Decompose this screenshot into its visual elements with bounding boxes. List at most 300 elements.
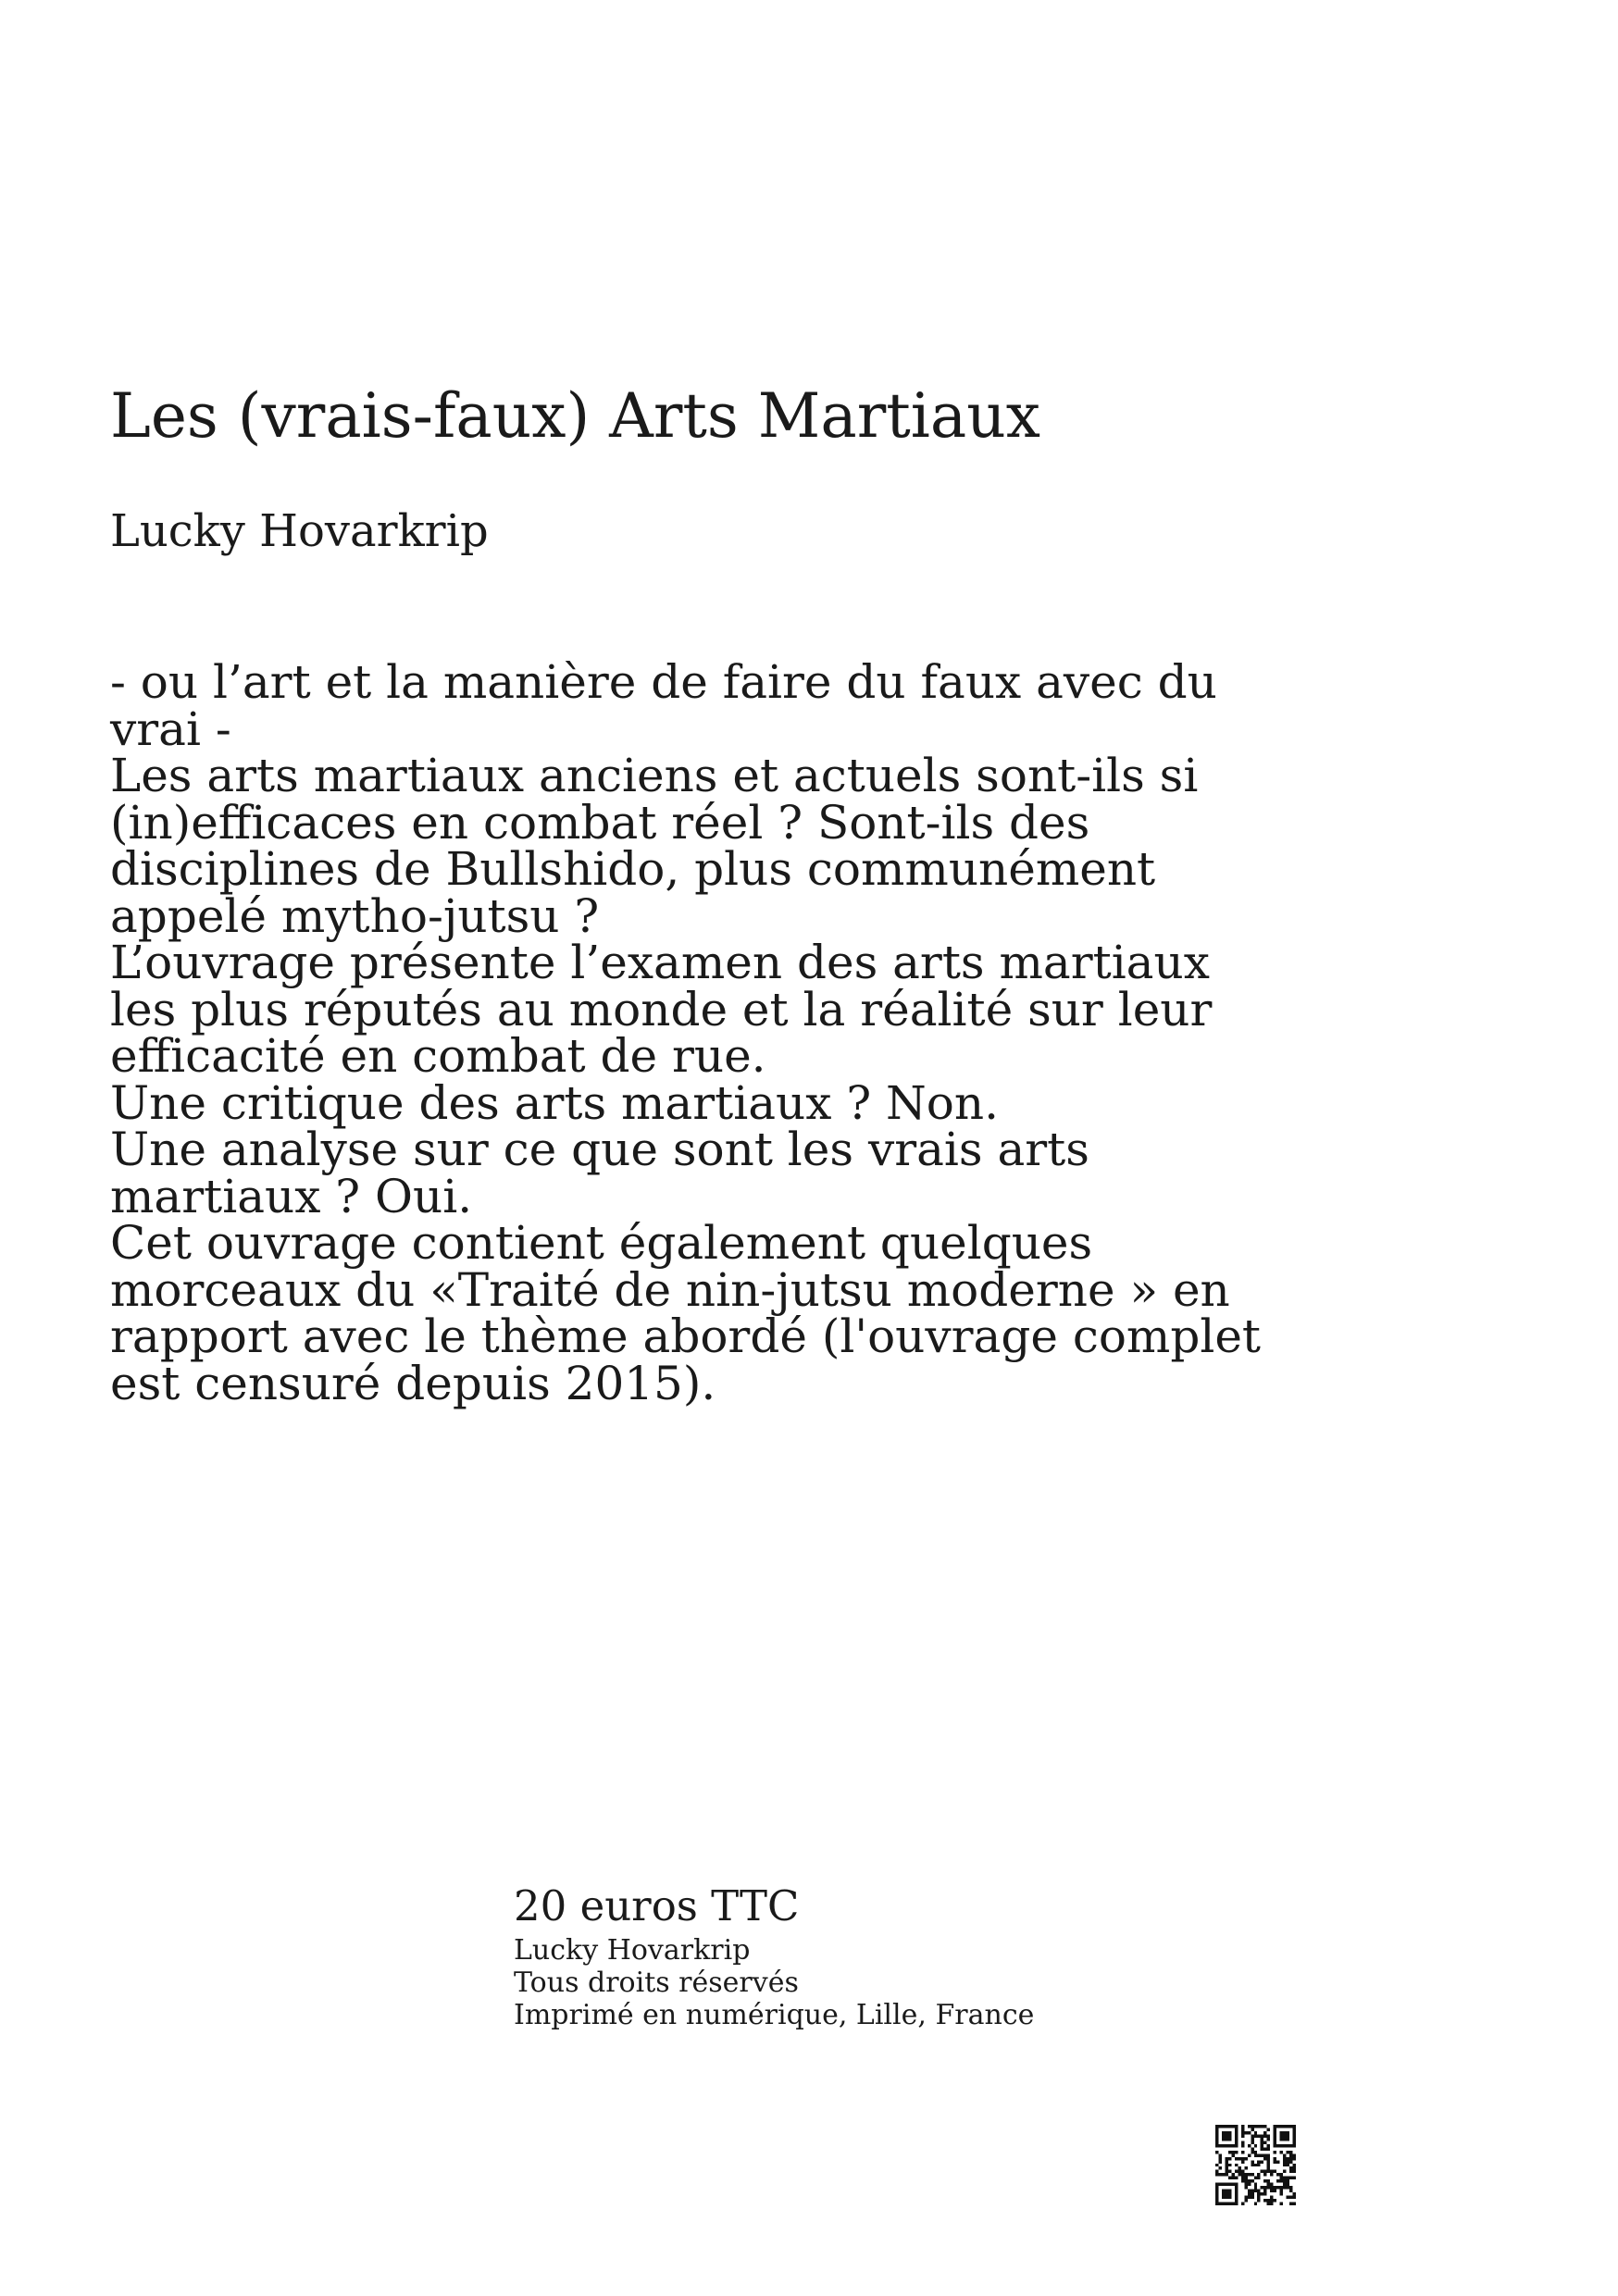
- qr-module: [1241, 2141, 1244, 2143]
- qr-module: [1263, 2173, 1266, 2176]
- qr-module: [1289, 2125, 1292, 2128]
- qr-module: [1293, 2131, 1296, 2134]
- qr-module: [1235, 2196, 1238, 2199]
- qr-module: [1241, 2151, 1244, 2153]
- qr-module: [1235, 2164, 1238, 2166]
- qr-module: [1222, 2192, 1225, 2195]
- qr-module: [1238, 2157, 1240, 2160]
- qr-module: [1287, 2134, 1289, 2137]
- qr-module: [1241, 2131, 1244, 2134]
- qr-module: [1283, 2125, 1286, 2128]
- qr-module: [1257, 2160, 1260, 2163]
- qr-module: [1248, 2153, 1251, 2156]
- qr-module: [1283, 2183, 1286, 2186]
- qr-module: [1228, 2157, 1231, 2160]
- qr-module: [1267, 2138, 1270, 2141]
- qr-module: [1267, 2183, 1270, 2186]
- qr-module: [1235, 2141, 1238, 2143]
- qr-module: [1261, 2125, 1263, 2128]
- qr-module: [1215, 2164, 1218, 2166]
- qr-module: [1267, 2147, 1270, 2150]
- qr-module: [1263, 2141, 1266, 2143]
- qr-module: [1225, 2144, 1227, 2147]
- qr-module: [1235, 2131, 1238, 2134]
- qr-module: [1287, 2125, 1289, 2128]
- qr-module: [1280, 2177, 1283, 2179]
- qr-module: [1287, 2157, 1289, 2160]
- qr-module: [1254, 2134, 1257, 2137]
- qr-module: [1283, 2134, 1286, 2137]
- qr-module: [1248, 2125, 1251, 2128]
- qr-module: [1231, 2151, 1234, 2153]
- qr-module: [1280, 2151, 1283, 2153]
- qr-module: [1248, 2173, 1251, 2176]
- qr-module: [1270, 2199, 1273, 2202]
- qr-module: [1215, 2186, 1218, 2189]
- qr-module: [1283, 2131, 1286, 2134]
- qr-module: [1215, 2134, 1218, 2137]
- qr-module: [1287, 2151, 1289, 2153]
- qr-module: [1218, 2203, 1221, 2205]
- qr-module: [1293, 2157, 1296, 2160]
- qr-module: [1244, 2199, 1247, 2202]
- qr-module: [1261, 2192, 1263, 2195]
- qr-module: [1244, 2173, 1247, 2176]
- qr-module: [1289, 2166, 1292, 2169]
- qr-module: [1235, 2125, 1238, 2128]
- qr-module: [1293, 2203, 1296, 2205]
- qr-module: [1215, 2192, 1218, 2195]
- qr-module: [1231, 2177, 1234, 2179]
- qr-module: [1225, 2173, 1227, 2176]
- qr-module: [1228, 2125, 1231, 2128]
- qr-module: [1251, 2190, 1253, 2192]
- qr-module: [1293, 2196, 1296, 2199]
- qr-module: [1270, 2183, 1273, 2186]
- qr-module: [1263, 2125, 1266, 2128]
- qr-module: [1267, 2186, 1270, 2189]
- qr-module: [1222, 2144, 1225, 2147]
- qr-module: [1263, 2186, 1266, 2189]
- book-title: Les (vrais-faux) Arts Martiaux: [110, 380, 1040, 452]
- qr-module: [1293, 2166, 1296, 2169]
- qr-module: [1283, 2164, 1286, 2166]
- qr-module: [1244, 2196, 1247, 2199]
- qr-module: [1280, 2173, 1283, 2176]
- qr-module: [1254, 2190, 1257, 2192]
- qr-module: [1222, 2131, 1225, 2134]
- qr-module: [1280, 2190, 1283, 2192]
- qr-module: [1283, 2157, 1286, 2160]
- qr-module: [1289, 2144, 1292, 2147]
- qr-module: [1257, 2173, 1260, 2176]
- qr-module: [1263, 2170, 1266, 2173]
- qr-module: [1283, 2186, 1286, 2189]
- qr-module: [1235, 2177, 1238, 2179]
- qr-module: [1244, 2183, 1247, 2186]
- qr-module: [1283, 2179, 1286, 2182]
- qr-module: [1274, 2199, 1276, 2202]
- qr-module: [1215, 2141, 1218, 2143]
- qr-module: [1267, 2153, 1270, 2156]
- qr-module: [1251, 2138, 1253, 2141]
- qr-module: [1267, 2199, 1270, 2202]
- qr-module: [1254, 2177, 1257, 2179]
- qr-module: [1261, 2147, 1263, 2150]
- qr-module: [1289, 2177, 1292, 2179]
- qr-module: [1270, 2203, 1273, 2205]
- qr-module: [1244, 2157, 1247, 2160]
- qr-module: [1254, 2186, 1257, 2189]
- qr-module: [1235, 2192, 1238, 2195]
- qr-module: [1254, 2131, 1257, 2134]
- qr-module: [1293, 2144, 1296, 2147]
- qr-module: [1244, 2131, 1247, 2134]
- qr-module: [1293, 2170, 1296, 2173]
- qr-module: [1241, 2173, 1244, 2176]
- qr-module: [1244, 2177, 1247, 2179]
- qr-module: [1218, 2157, 1221, 2160]
- qr-module: [1287, 2138, 1289, 2141]
- qr-module: [1251, 2179, 1253, 2182]
- qr-module: [1293, 2164, 1296, 2166]
- qr-module: [1267, 2157, 1270, 2160]
- qr-module: [1263, 2157, 1266, 2160]
- qr-module: [1215, 2199, 1218, 2202]
- qr-module: [1276, 2125, 1279, 2128]
- qr-module: [1215, 2196, 1218, 2199]
- qr-module: [1274, 2128, 1276, 2130]
- qr-module: [1263, 2192, 1266, 2195]
- qr-module: [1254, 2125, 1257, 2128]
- qr-module: [1267, 2134, 1270, 2137]
- qr-module: [1222, 2138, 1225, 2141]
- qr-module: [1251, 2160, 1253, 2163]
- qr-module: [1289, 2170, 1292, 2173]
- qr-module: [1215, 2151, 1218, 2153]
- qr-module: [1287, 2186, 1289, 2189]
- qr-module: [1261, 2160, 1263, 2163]
- qr-module: [1274, 2131, 1276, 2134]
- qr-module: [1218, 2166, 1221, 2169]
- qr-module: [1274, 2151, 1276, 2153]
- blurb-paragraph: Cet ouvrage contient également quelques morceaux du «Traité de nin-jutsu moderne » en rapport avec le thème abordé (l'ouvrage complet est censuré depuis 2015).: [110, 1216, 1262, 1410]
- qr-module: [1225, 2203, 1227, 2205]
- qr-module: [1235, 2190, 1238, 2192]
- qr-module: [1251, 2134, 1253, 2137]
- qr-module: [1222, 2134, 1225, 2137]
- qr-code-graphic: [1215, 2125, 1296, 2205]
- qr-module: [1293, 2125, 1296, 2128]
- blurb-paragraph: Les arts martiaux anciens et actuels sont-ils si (in)efficaces en combat réel ? Sont-ils des disciplines de Bullshido, plus communément appelé mytho-jutsu ?: [110, 749, 1199, 943]
- qr-module: [1287, 2196, 1289, 2199]
- qr-module: [1251, 2141, 1253, 2143]
- qr-module: [1287, 2144, 1289, 2147]
- qr-module: [1257, 2153, 1260, 2156]
- qr-module: [1235, 2151, 1238, 2153]
- qr-module: [1218, 2183, 1221, 2186]
- qr-module: [1293, 2141, 1296, 2143]
- qr-module: [1261, 2141, 1263, 2143]
- qr-module: [1257, 2164, 1260, 2166]
- qr-module: [1225, 2170, 1227, 2173]
- qr-module: [1235, 2186, 1238, 2189]
- qr-module: [1280, 2131, 1283, 2134]
- qr-module: [1241, 2177, 1244, 2179]
- qr-module: [1218, 2153, 1221, 2156]
- qr-module: [1228, 2131, 1231, 2134]
- qr-module: [1263, 2199, 1266, 2202]
- qr-module: [1280, 2186, 1283, 2189]
- qr-module: [1235, 2144, 1238, 2147]
- qr-module: [1241, 2179, 1244, 2182]
- qr-module: [1289, 2160, 1292, 2163]
- qr-code-icon: [1215, 2125, 1296, 2205]
- qr-module: [1270, 2170, 1273, 2173]
- qr-module: [1287, 2131, 1289, 2134]
- qr-module: [1261, 2186, 1263, 2189]
- qr-module: [1270, 2186, 1273, 2189]
- qr-module: [1276, 2173, 1279, 2176]
- qr-module: [1235, 2157, 1238, 2160]
- qr-module: [1274, 2125, 1276, 2128]
- qr-module: [1274, 2138, 1276, 2141]
- qr-module: [1215, 2183, 1218, 2186]
- qr-module: [1276, 2144, 1279, 2147]
- qr-module: [1251, 2164, 1253, 2166]
- qr-module: [1215, 2125, 1218, 2128]
- qr-module: [1267, 2170, 1270, 2173]
- qr-module: [1225, 2196, 1227, 2199]
- qr-module: [1280, 2138, 1283, 2141]
- qr-module: [1280, 2192, 1283, 2195]
- qr-module: [1263, 2134, 1266, 2137]
- qr-module: [1289, 2157, 1292, 2160]
- qr-module: [1274, 2186, 1276, 2189]
- qr-module: [1231, 2183, 1234, 2186]
- qr-module: [1215, 2131, 1218, 2134]
- qr-module: [1280, 2144, 1283, 2147]
- qr-module: [1270, 2173, 1273, 2176]
- qr-module: [1263, 2190, 1266, 2192]
- qr-module: [1244, 2166, 1247, 2169]
- qr-module: [1280, 2203, 1283, 2205]
- qr-module: [1241, 2157, 1244, 2160]
- qr-module: [1293, 2153, 1296, 2156]
- qr-module: [1248, 2144, 1251, 2147]
- qr-module: [1241, 2128, 1244, 2130]
- qr-module: [1248, 2131, 1251, 2134]
- publisher-name: Lucky Hovarkrip: [514, 1934, 751, 1967]
- qr-module: [1274, 2134, 1276, 2137]
- qr-module: [1235, 2203, 1238, 2205]
- qr-module: [1283, 2138, 1286, 2141]
- qr-module: [1231, 2203, 1234, 2205]
- qr-module: [1251, 2128, 1253, 2130]
- blurb-subtitle: - ou l’art et la manière de faire du faux avec du vrai -: [110, 655, 1217, 756]
- qr-module: [1241, 2160, 1244, 2163]
- qr-module: [1228, 2134, 1231, 2137]
- qr-module: [1263, 2179, 1266, 2182]
- qr-module: [1274, 2144, 1276, 2147]
- qr-module: [1248, 2190, 1251, 2192]
- qr-module: [1289, 2186, 1292, 2189]
- qr-module: [1263, 2153, 1266, 2156]
- qr-module: [1225, 2134, 1227, 2137]
- qr-module: [1238, 2170, 1240, 2173]
- qr-module: [1228, 2192, 1231, 2195]
- qr-module: [1289, 2196, 1292, 2199]
- blurb-paragraph: Une analyse sur ce que sont les vrais arts martiaux ? Oui.: [110, 1123, 1089, 1223]
- qr-module: [1261, 2153, 1263, 2156]
- qr-module: [1257, 2125, 1260, 2128]
- qr-module: [1241, 2125, 1244, 2128]
- qr-module: [1225, 2157, 1227, 2160]
- qr-module: [1283, 2153, 1286, 2156]
- qr-module: [1225, 2164, 1227, 2166]
- qr-module: [1222, 2190, 1225, 2192]
- qr-module: [1248, 2183, 1251, 2186]
- qr-module: [1215, 2128, 1218, 2130]
- qr-module: [1274, 2157, 1276, 2160]
- qr-module: [1267, 2144, 1270, 2147]
- qr-module: [1270, 2190, 1273, 2192]
- qr-module: [1287, 2164, 1289, 2166]
- qr-module: [1251, 2125, 1253, 2128]
- qr-module: [1267, 2179, 1270, 2182]
- qr-module: [1228, 2190, 1231, 2192]
- qr-module: [1267, 2160, 1270, 2163]
- qr-module: [1228, 2170, 1231, 2173]
- qr-module: [1228, 2203, 1231, 2205]
- qr-module: [1228, 2164, 1231, 2166]
- qr-module: [1283, 2144, 1286, 2147]
- qr-module: [1225, 2138, 1227, 2141]
- qr-module: [1222, 2125, 1225, 2128]
- qr-module: [1222, 2183, 1225, 2186]
- qr-module: [1276, 2160, 1279, 2163]
- qr-module: [1244, 2186, 1247, 2189]
- qr-module: [1235, 2199, 1238, 2202]
- qr-module: [1287, 2160, 1289, 2163]
- qr-module: [1257, 2190, 1260, 2192]
- qr-module: [1222, 2203, 1225, 2205]
- qr-module: [1267, 2128, 1270, 2130]
- qr-module: [1225, 2125, 1227, 2128]
- qr-module: [1215, 2203, 1218, 2205]
- qr-module: [1251, 2192, 1253, 2195]
- qr-module: [1276, 2179, 1279, 2182]
- qr-module: [1228, 2177, 1231, 2179]
- qr-module: [1267, 2164, 1270, 2166]
- qr-module: [1293, 2128, 1296, 2130]
- qr-module: [1225, 2166, 1227, 2169]
- qr-module: [1289, 2190, 1292, 2192]
- qr-module: [1263, 2131, 1266, 2134]
- qr-module: [1254, 2183, 1257, 2186]
- qr-module: [1257, 2134, 1260, 2137]
- qr-module: [1218, 2173, 1221, 2176]
- book-author: Lucky Hovarkrip: [110, 505, 489, 557]
- qr-module: [1274, 2141, 1276, 2143]
- qr-module: [1228, 2183, 1231, 2186]
- qr-module: [1251, 2173, 1253, 2176]
- qr-module: [1280, 2134, 1283, 2137]
- qr-module: [1235, 2138, 1238, 2141]
- qr-module: [1238, 2166, 1240, 2169]
- qr-module: [1231, 2153, 1234, 2156]
- qr-module: [1241, 2134, 1244, 2137]
- rights-notice: Tous droits réservés: [514, 1967, 799, 1999]
- qr-module: [1254, 2164, 1257, 2166]
- qr-module: [1231, 2144, 1234, 2147]
- qr-module: [1283, 2170, 1286, 2173]
- qr-module: [1248, 2196, 1251, 2199]
- qr-module: [1261, 2144, 1263, 2147]
- qr-module: [1222, 2196, 1225, 2199]
- qr-module: [1257, 2177, 1260, 2179]
- qr-module: [1225, 2183, 1227, 2186]
- qr-module: [1235, 2170, 1238, 2173]
- blurb-paragraph: L’ouvrage présente l’examen des arts martiaux les plus réputés au monde et la réalité sur leur efficacité en combat de rue.: [110, 936, 1213, 1083]
- qr-module: [1215, 2144, 1218, 2147]
- qr-module: [1228, 2138, 1231, 2141]
- qr-module: [1274, 2160, 1276, 2163]
- qr-module: [1251, 2147, 1253, 2150]
- qr-module: [1241, 2203, 1244, 2205]
- qr-module: [1251, 2196, 1253, 2199]
- qr-module: [1254, 2153, 1257, 2156]
- qr-module: [1280, 2125, 1283, 2128]
- qr-module: [1231, 2125, 1234, 2128]
- qr-module: [1261, 2170, 1263, 2173]
- qr-module: [1270, 2196, 1273, 2199]
- qr-module: [1293, 2134, 1296, 2137]
- qr-module: [1225, 2131, 1227, 2134]
- qr-module: [1235, 2134, 1238, 2137]
- qr-module: [1254, 2151, 1257, 2153]
- qr-module: [1228, 2151, 1231, 2153]
- qr-module: [1218, 2160, 1221, 2163]
- qr-module: [1231, 2173, 1234, 2176]
- qr-module: [1289, 2151, 1292, 2153]
- qr-module: [1215, 2170, 1218, 2173]
- qr-module: [1274, 2170, 1276, 2173]
- qr-module: [1257, 2196, 1260, 2199]
- qr-module: [1257, 2192, 1260, 2195]
- qr-module: [1287, 2179, 1289, 2182]
- qr-module: [1254, 2203, 1257, 2205]
- qr-module: [1222, 2173, 1225, 2176]
- qr-module: [1263, 2147, 1266, 2150]
- qr-module: [1280, 2179, 1283, 2182]
- qr-module: [1251, 2151, 1253, 2153]
- qr-module: [1267, 2203, 1270, 2205]
- qr-module: [1289, 2203, 1292, 2205]
- qr-module: [1283, 2160, 1286, 2163]
- colophon: [514, 1879, 1034, 2031]
- qr-module: [1274, 2190, 1276, 2192]
- qr-module: [1215, 2190, 1218, 2192]
- qr-module: [1293, 2177, 1296, 2179]
- qr-module: [1287, 2183, 1289, 2186]
- qr-module: [1241, 2144, 1244, 2147]
- qr-module: [1215, 2173, 1218, 2176]
- qr-module: [1238, 2173, 1240, 2176]
- qr-module: [1218, 2144, 1221, 2147]
- qr-module: [1267, 2166, 1270, 2169]
- qr-module: [1289, 2153, 1292, 2156]
